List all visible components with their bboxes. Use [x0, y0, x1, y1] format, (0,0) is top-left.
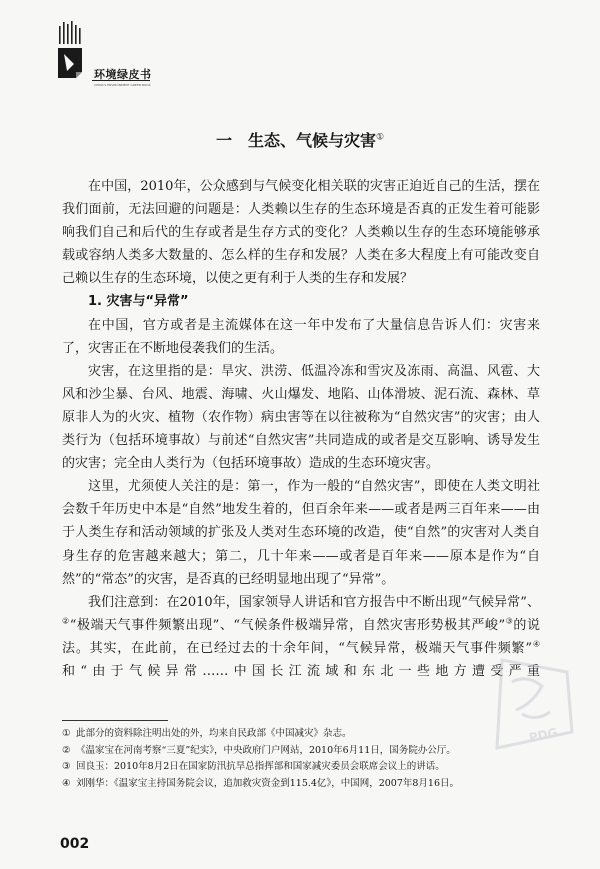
footnote-text: 此部分的资料除注明出处的外，均来自民政部《中国减灾》杂志。: [76, 728, 352, 739]
section-heading: 1. 灾害与“异常”: [88, 294, 189, 310]
footnote-mark: ④: [62, 777, 71, 789]
chapter-note-mark: ①: [375, 132, 385, 143]
footnote-ref-2: ②: [62, 616, 70, 626]
chapter-title-text: 一 生态、气候与灾害: [215, 131, 376, 150]
footnote-ref-3: ③: [505, 616, 514, 626]
footnote-item: [62, 759, 540, 776]
footnote-item: [62, 743, 540, 760]
watermark-stamp-icon: [472, 652, 582, 757]
body-text-block-1: [62, 175, 540, 683]
footnote-mark: ②: [62, 744, 71, 756]
footnote-text: 回良玉：2010年8月2日在国家防汛抗旱总指挥部和国家减灾委员会联席会议上的讲话。: [76, 761, 445, 772]
footnote-item: [62, 776, 540, 793]
book-logo-icon: [56, 20, 84, 80]
page-number: 002: [60, 836, 90, 852]
footnote-text: 《温家宝在河南考察“三夏”纪实》，中央政府门户网站，2010年6月11日，国务院办公厅。: [76, 744, 456, 756]
header-subtitle: CHINA'S ENVIRONMENT GREEN BOOK: [94, 83, 151, 87]
footnote-item: [62, 726, 540, 743]
paragraph-2: 在中国，官方或者是主流媒体在这一年中发布了大量信息告诉人们：灾害来了，灾害正在不断地侵袭我们的生活。: [62, 317, 540, 356]
paragraph-5: [62, 591, 540, 683]
header-rule: [92, 80, 150, 81]
footnote-mark: ③: [62, 761, 71, 772]
footnote-ref-4: ④: [532, 639, 541, 649]
paragraph-5-part-a: 我们注意到：在2010年，国家领导人讲话和官方报告中不断出现“气候异常”、: [88, 594, 540, 610]
footnote-text: 刘刚华：《温家宝主持国务院会议，追加救灾资金到115.4亿》，中国网，2007年8月16日。: [76, 777, 460, 789]
paragraph-1: 在中国，2010年，公众感到与气候变化相关联的灾害正迫近自己的生活，摆在我们面前，无法回避的问题是：人类赖以生存的生态环境是否真的正发生着可能影响我们自己和后代的生存或者是生存方式的变化？人类赖以生存的生态环境能够承载或容纳人类多大数量的、怎么样的生存和发展？人类在多大程度上有可能改变自己赖以生存的生态环境，以使之更有利于人类的生存和发展？: [62, 179, 540, 287]
footnote-rule: [62, 720, 168, 721]
paragraph-5-part-b: “极端天气事件频繁出现”、“气候条件极端异常，自然灾害形势极其严峻”: [69, 617, 506, 633]
footnote-mark: ①: [62, 728, 71, 739]
paragraph-4: 这里，尤须使人关注的是：第一，作为一般的“自然灾害”，即使在人类文明社会数千年历史中本是“自然”地发生着的，但百余年来——或者是两三百年来——由于人类生存和活动领域的扩张及人类对生态环境的改造，使“自然”的灾害对人类自身生存的危害越来越大；第二，几十年来——或者是百年来——原本是作为“自然”的“常态”的灾害，是否真的已经明显地出现了“异常”。: [62, 479, 540, 587]
paragraph-5-part-c: 的说法。其实，在此前，在已经过去的十余年间，“气候异常，极端天气事件频繁”: [62, 617, 540, 656]
chapter-title: [0, 128, 600, 151]
paragraph-3: 灾害，在这里指的是：旱灾、洪涝、低温冷冻和雪灾及冻雨、高温、风雹、大风和沙尘暴、台风、地震、海啸、火山爆发、地陷、山体滑坡、泥石流、森林、草原非人为的火灾、植物（农作物）病虫害等在以往被称为“自然灾害”的灾害；由人类行为（包括环境事故）与前述“自然灾害”共同造成的或者是交互影响、诱导发生的灾害；完全由人类行为（包括环境事故）造成的生态环境灾害。: [62, 363, 540, 472]
book-title: 环境绿皮书: [94, 68, 152, 81]
footnotes: [62, 726, 540, 792]
paragraph-5-part-d: 和“由于气候异常……中国长江流域和东北一些地方遭受严重: [62, 663, 540, 679]
watermark-stamp-text: PDG: [527, 725, 559, 745]
